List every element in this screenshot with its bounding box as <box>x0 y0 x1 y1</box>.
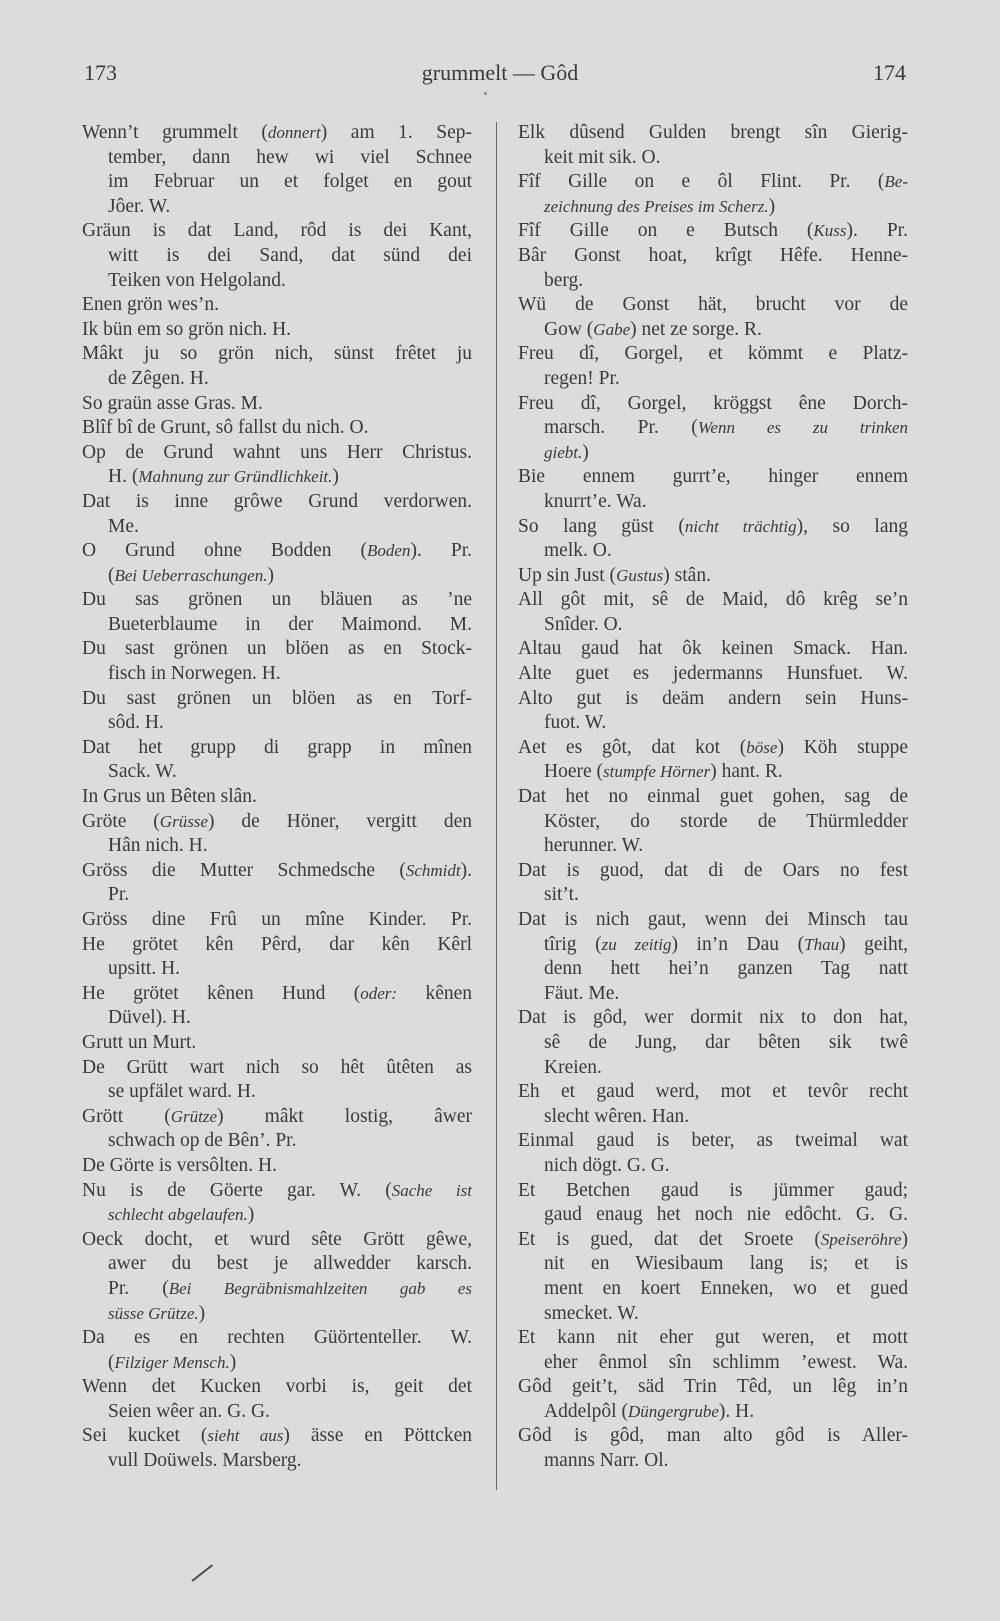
entry-text: Du sast grönen un blöen as en Torf- <box>82 687 472 709</box>
entry-text: sit’t. <box>544 884 579 906</box>
entry-text: Up sin Just ( <box>518 564 617 586</box>
text-line <box>518 121 908 146</box>
gloss-text: Speiseröhre <box>820 1229 902 1249</box>
text-line <box>82 1449 472 1474</box>
text-line <box>82 687 472 712</box>
entry-text: ). <box>460 859 472 881</box>
text-line <box>518 1154 908 1179</box>
entry-text: Wenn’t grummelt ( <box>82 122 268 143</box>
entry-text: Bâr Gonst hoat, krîgt Hêfe. Henne- <box>518 244 908 266</box>
entry-text: Wenn det Kucken vorbi is, geit det <box>82 1376 472 1398</box>
entry-text: ) geiht, <box>839 933 908 955</box>
gloss-text: Mahnung zur Gründlichkeit. <box>138 467 333 487</box>
gloss-text: Bei Begräbnismahlzeiten gab es <box>168 1278 472 1298</box>
entry-text: Grutt un Murt. <box>82 1031 197 1053</box>
left-column <box>82 121 472 1474</box>
text-line <box>518 1228 908 1253</box>
text-line <box>82 1080 472 1105</box>
entry-text: He grötet kênen Hund ( <box>82 982 361 1004</box>
entry-text: Dat is guod, dat di de Oars no fest <box>518 859 908 881</box>
gloss-text: zeichnung des Preises im Scherz. <box>544 196 769 216</box>
entry-text: ) <box>768 195 776 217</box>
entry-text: ) ässe en Pöttcken <box>283 1425 472 1447</box>
entry-text: nich dögt. G. G. <box>544 1154 670 1176</box>
text-line <box>518 367 908 392</box>
entry-text: Seien wêer an. G. G. <box>108 1400 270 1422</box>
text-line <box>82 859 472 884</box>
text-line <box>518 1302 908 1327</box>
text-line <box>82 1375 472 1400</box>
text-line <box>518 859 908 884</box>
text-line <box>518 170 908 195</box>
text-line <box>518 613 908 638</box>
text-line <box>518 1031 908 1056</box>
text-line <box>82 711 472 736</box>
entry-text: Du sast grönen un blöen as en Stock- <box>82 638 472 660</box>
text-line <box>82 219 472 244</box>
entry-text: schwach op de Bên’. Pr. <box>108 1130 297 1152</box>
entry-text: tîrig ( <box>544 933 602 955</box>
gloss-text: Schmidt <box>405 860 461 880</box>
entry-text: ) am 1. Sep- <box>320 122 472 143</box>
entry-text: witt is dei Sand, dat sünd dei <box>108 244 472 266</box>
entry-text: Addelpôl ( <box>544 1400 628 1422</box>
entry-text: ). Pr. <box>846 220 908 242</box>
text-line <box>518 760 908 785</box>
text-line <box>82 318 472 343</box>
text-line <box>82 1031 472 1056</box>
text-line <box>518 1375 908 1400</box>
text-line <box>82 1179 472 1204</box>
text-line <box>518 982 908 1007</box>
gloss-text: sieht aus <box>207 1426 284 1446</box>
gloss-text: nicht trächtig <box>684 516 797 536</box>
text-line <box>82 588 472 613</box>
entry-text: Et kann nit eher gut weren, et mott <box>518 1327 908 1349</box>
entry-text: fisch in Norwegen. H. <box>108 663 281 685</box>
text-line <box>82 1129 472 1154</box>
entry-text: ) <box>332 466 339 488</box>
entry-text: Fîf Gille on e Butsch ( <box>518 220 814 242</box>
entry-text: In Grus un Bêten slân. <box>82 786 257 808</box>
entry-text: Alto gut is deäm andern sein Huns- <box>518 687 908 709</box>
text-line <box>518 736 908 761</box>
text-line <box>518 1203 908 1228</box>
header-title: grummelt — Gôd <box>421 60 579 85</box>
text-line <box>82 490 472 515</box>
text-line <box>82 637 472 662</box>
entry-text: ( <box>108 564 115 586</box>
entry-text: Jôer. W. <box>108 195 171 217</box>
text-line <box>518 244 908 269</box>
entry-text: ( <box>108 1351 115 1373</box>
text-line <box>82 1105 472 1130</box>
entry-text: Gow ( <box>544 318 594 340</box>
text-line <box>82 416 472 441</box>
entry-text: keit mit sik. O. <box>544 146 661 168</box>
entry-text: Fîf Gille on e ôl Flint. Pr. ( <box>518 171 885 193</box>
text-line <box>82 465 472 490</box>
gloss-text: böse <box>746 737 778 757</box>
gloss-text: Bei Ueberraschungen. <box>114 565 268 585</box>
entry-text: Düvel). H. <box>108 1007 191 1029</box>
text-line <box>82 1277 472 1302</box>
entry-text: ) <box>247 1204 255 1226</box>
entry-text: Grött ( <box>82 1105 171 1127</box>
entry-text: Enen grön wes’n. <box>82 294 220 316</box>
entry-text: ) <box>267 564 274 586</box>
entry-text: Sei kucket ( <box>82 1425 208 1447</box>
text-line <box>518 564 908 589</box>
text-line <box>82 392 472 417</box>
entry-text: Teiken von Helgoland. <box>108 269 286 291</box>
text-line <box>518 957 908 982</box>
entry-text: sê de Jung, dar bêten sik twê <box>544 1031 908 1053</box>
gloss-text: Kuss <box>813 221 847 241</box>
text-line <box>518 933 908 958</box>
entry-text: ) mâkt lostig, âwer <box>217 1105 472 1127</box>
entry-text: marsch. Pr. ( <box>544 417 698 439</box>
text-line <box>82 1400 472 1425</box>
entry-text: Dat is inne grôwe Grund verdorwen. <box>82 490 472 512</box>
text-line <box>518 269 908 294</box>
entry-text: ) <box>229 1351 237 1373</box>
entry-text: im Februar un et folget en gout <box>108 171 472 193</box>
text-line <box>518 416 908 441</box>
entry-text: Altau gaud hat ôk keinen Smack. Han. <box>518 638 908 660</box>
entry-text: Freu dî, Gorgel, et kömmt e Platz- <box>518 343 908 365</box>
entry-text: ) <box>901 1228 908 1250</box>
text-line <box>518 1105 908 1130</box>
entry-text: Köster, do storde de Thürmledder <box>544 810 908 832</box>
gloss-text: Filziger Mensch. <box>114 1352 230 1372</box>
text-line <box>518 219 908 244</box>
page-number-right: 174 <box>873 60 906 85</box>
entry-text: Gôd geit’t, säd Trin Têd, un lêg in’n <box>518 1376 908 1398</box>
entry-text: upsitt. H. <box>108 958 181 980</box>
entry-text: Elk dûsend Gulden brengt sîn Gierig- <box>518 122 908 143</box>
entry-text: He grötet kên Pêrd, dar kên Kêrl <box>82 933 472 955</box>
text-line <box>518 342 908 367</box>
entry-text: Dat is nich gaut, wenn dei Minsch tau <box>518 909 908 930</box>
entry-text: ). H. <box>718 1400 755 1422</box>
entry-text: Dat het grupp di grapp in mînen <box>82 736 472 758</box>
running-header <box>0 60 1000 92</box>
text-line <box>82 244 472 269</box>
text-line <box>82 564 472 589</box>
entry-text: Freu dî, Gorgel, kröggst êne Dorch- <box>518 392 908 414</box>
text-line <box>82 883 472 908</box>
gloss-text: oder: <box>360 983 398 1003</box>
text-line <box>518 1449 908 1474</box>
entry-text: Gröte ( <box>82 810 160 832</box>
entry-text: Nu is de Göerte gar. W. ( <box>82 1179 392 1201</box>
text-line <box>518 1326 908 1351</box>
entry-text: Pr. ( <box>108 1277 169 1299</box>
text-line <box>82 834 472 859</box>
gloss-text: donnert <box>267 123 321 142</box>
text-line <box>518 662 908 687</box>
entry-text: nit en Wiesibaum lang is; et is <box>544 1253 908 1275</box>
text-line <box>82 539 472 564</box>
entry-text: Gröss dine Frû un mîne Kinder. Pr. <box>82 909 472 930</box>
entry-text: H. ( <box>108 466 139 488</box>
text-line <box>82 515 472 540</box>
entry-text: Dat het no einmal guet gohen, sag de <box>518 786 908 808</box>
text-line <box>518 883 908 908</box>
text-line <box>518 834 908 859</box>
gloss-text: Sache ist <box>391 1180 472 1200</box>
entry-text: slecht wêren. Han. <box>544 1105 690 1127</box>
text-line <box>518 146 908 171</box>
entry-text: ) stân. <box>663 564 711 586</box>
gloss-text: giebt. <box>544 442 583 462</box>
text-line <box>82 1351 472 1376</box>
entry-text: Pr. <box>108 884 130 906</box>
entry-text: de Zêgen. H. <box>108 367 209 389</box>
entry-text: Snîder. O. <box>544 613 623 635</box>
text-line <box>82 367 472 392</box>
text-line <box>518 588 908 613</box>
gloss-text: Gustus <box>616 565 664 585</box>
text-line <box>82 908 472 933</box>
text-line <box>518 1252 908 1277</box>
entry-text: Ik bün em so grön nich. H. <box>82 318 292 340</box>
column-divider <box>496 122 497 1490</box>
text-line <box>518 490 908 515</box>
entry-text: se upfälet ward. H. <box>108 1081 256 1103</box>
text-line <box>518 1080 908 1105</box>
entry-text: Gräun is dat Land, rôd is dei Kant, <box>82 220 472 242</box>
entry-text: Alte guet es jedermanns Hunsfuet. W. <box>518 663 908 685</box>
text-line <box>518 293 908 318</box>
entry-text: Du sas grönen un bläuen as ’ne <box>82 589 472 611</box>
text-line <box>518 687 908 712</box>
text-line <box>518 1179 908 1204</box>
text-line <box>82 170 472 195</box>
entry-text: ment en koert Enneken, wo et gued <box>544 1277 908 1299</box>
text-line <box>518 1056 908 1081</box>
text-line <box>82 736 472 761</box>
text-line <box>82 760 472 785</box>
entry-text: Einmal gaud is beter, as tweimal wat <box>518 1130 908 1152</box>
text-line <box>518 195 908 220</box>
text-line <box>518 785 908 810</box>
text-line <box>518 908 908 933</box>
entry-text: De Grütt wart nich so hêt ûtêten as <box>82 1056 472 1078</box>
text-line <box>82 810 472 835</box>
entry-text: Hân nich. H. <box>108 835 208 857</box>
text-line <box>82 1154 472 1179</box>
text-line <box>82 957 472 982</box>
entry-text: Me. <box>108 515 139 537</box>
pencil-mark <box>191 1564 213 1582</box>
entry-text: Wü de Gonst hät, brucht vor de <box>518 294 908 316</box>
entry-text: Gröss die Mutter Schmedsche ( <box>82 859 406 881</box>
entry-text: berg. <box>544 269 584 291</box>
entry-text: herunner. W. <box>544 835 644 857</box>
entry-text: knurrt’e. Wa. <box>544 490 647 512</box>
text-line <box>82 441 472 466</box>
text-line <box>82 982 472 1007</box>
entry-text: tember, dann hew wi viel Schnee <box>108 146 472 168</box>
entry-text: Oeck docht, et wurd sête Grött gêwe, <box>82 1228 472 1250</box>
text-line <box>82 1203 472 1228</box>
entry-text: Aet es gôt, dat kot ( <box>518 736 747 758</box>
page-number-left: 173 <box>84 60 117 85</box>
text-line <box>82 342 472 367</box>
entry-text: ), so lang <box>796 515 908 537</box>
text-line <box>82 662 472 687</box>
gloss-text: Gabe <box>593 319 631 339</box>
text-line <box>518 1400 908 1425</box>
entry-text: O Grund ohne Bodden ( <box>82 540 368 562</box>
text-line <box>82 613 472 638</box>
entry-text: Eh et gaud werd, mot et tevôr recht <box>518 1081 908 1103</box>
text-line <box>82 1424 472 1449</box>
entry-text: Dat is gôd, wer dormit nix to don hat, <box>518 1007 908 1029</box>
text-line <box>518 637 908 662</box>
entry-text: Hoere ( <box>544 761 604 783</box>
entry-text: melk. O. <box>544 540 612 562</box>
text-line <box>518 810 908 835</box>
entry-text: ). Pr. <box>410 540 472 562</box>
gloss-text: Düngergrube <box>627 1401 719 1421</box>
entry-text: ) net ze sorge. R. <box>630 318 762 340</box>
gloss-text: zu zeitig <box>601 934 672 954</box>
entry-text: fuot. W. <box>544 712 607 734</box>
text-line <box>518 1277 908 1302</box>
entry-text: ) hant. R. <box>710 761 783 783</box>
right-column <box>518 121 908 1474</box>
entry-text: Kreien. <box>544 1056 602 1078</box>
entry-text: regen! Pr. <box>544 367 620 389</box>
text-line <box>82 1326 472 1351</box>
entry-text: ) <box>198 1302 206 1324</box>
entry-text: ) Köh stuppe <box>777 736 908 758</box>
text-line <box>82 121 472 146</box>
print-speck <box>484 92 487 95</box>
gloss-text: süsse Grütze. <box>108 1303 199 1323</box>
text-line <box>518 1424 908 1449</box>
entry-text: So graün asse Gras. M. <box>82 392 263 414</box>
gloss-text: Be- <box>884 172 908 192</box>
text-line <box>82 146 472 171</box>
entry-text: Sack. W. <box>108 761 177 783</box>
text-line <box>518 515 908 540</box>
entry-text: gaud enaug het noch nie edôcht. G. G. <box>544 1204 908 1226</box>
entry-text: ) in’n Dau ( <box>671 933 805 955</box>
entry-text: smecket. W. <box>544 1302 639 1324</box>
entry-text: vull Doüwels. Marsberg. <box>108 1450 302 1472</box>
text-line <box>518 465 908 490</box>
entry-text: Gôd is gôd, man alto gôd is Aller- <box>518 1425 908 1447</box>
text-line <box>518 1129 908 1154</box>
entry-text: Bie ennem gurrt’e, hinger ennem <box>518 466 908 488</box>
gloss-text: schlecht abgelaufen. <box>108 1205 248 1225</box>
text-line <box>82 785 472 810</box>
entry-text: So lang güst ( <box>518 515 685 537</box>
entry-text: Et Betchen gaud is jümmer gaud; <box>518 1179 908 1201</box>
entry-text: ) <box>582 441 589 463</box>
text-line <box>82 195 472 220</box>
text-line <box>82 293 472 318</box>
text-line <box>518 539 908 564</box>
entry-text: denn hett hei’n ganzen Tag natt <box>544 958 908 980</box>
entry-text: ) de Höner, vergitt den <box>207 810 472 832</box>
gloss-text: Boden <box>367 541 411 561</box>
gloss-text: Grüsse <box>159 811 208 831</box>
text-line <box>518 1351 908 1376</box>
gloss-text: Grütze <box>170 1106 218 1126</box>
entry-text: Fäut. Me. <box>544 982 620 1004</box>
entry-text: Et is gued, dat det Sroete ( <box>518 1228 821 1250</box>
entry-text: eher ênmol sîn schlimm ’ewest. Wa. <box>544 1351 908 1373</box>
entry-text: De Görte is versôlten. H. <box>82 1154 277 1176</box>
entry-text: Blîf bî de Grunt, sô fallst du nich. O. <box>82 417 369 439</box>
entry-text: kênen <box>397 982 472 1004</box>
entry-text: sôd. H. <box>108 712 164 734</box>
text-line <box>82 933 472 958</box>
entry-text: All gôt mit, sê de Maid, dô krêg se’n <box>518 589 908 611</box>
gloss-text: Thau <box>804 934 840 954</box>
text-line <box>82 1228 472 1253</box>
entry-text: awer du best je allwedder karsch. <box>108 1253 472 1275</box>
entry-text: Mâkt ju so grön nich, sünst frêtet ju <box>82 343 472 365</box>
entry-text: Da es en rechten Güörtenteller. W. <box>82 1327 472 1349</box>
text-line <box>82 1252 472 1277</box>
gloss-text: stumpfe Hörner <box>603 762 711 782</box>
text-line <box>82 1302 472 1327</box>
text-line <box>82 269 472 294</box>
text-line <box>518 318 908 343</box>
text-line <box>518 1006 908 1031</box>
entry-text: Bueterblaume in der Maimond. M. <box>108 613 472 635</box>
text-line <box>82 1056 472 1081</box>
gloss-text: Wenn es zu trinken <box>697 418 908 438</box>
text-line <box>518 441 908 466</box>
text-line <box>518 392 908 417</box>
entry-text: manns Narr. Ol. <box>544 1450 669 1472</box>
text-line <box>82 1006 472 1031</box>
text-line <box>518 711 908 736</box>
entry-text: Op de Grund wahnt uns Herr Christus. <box>82 441 472 463</box>
